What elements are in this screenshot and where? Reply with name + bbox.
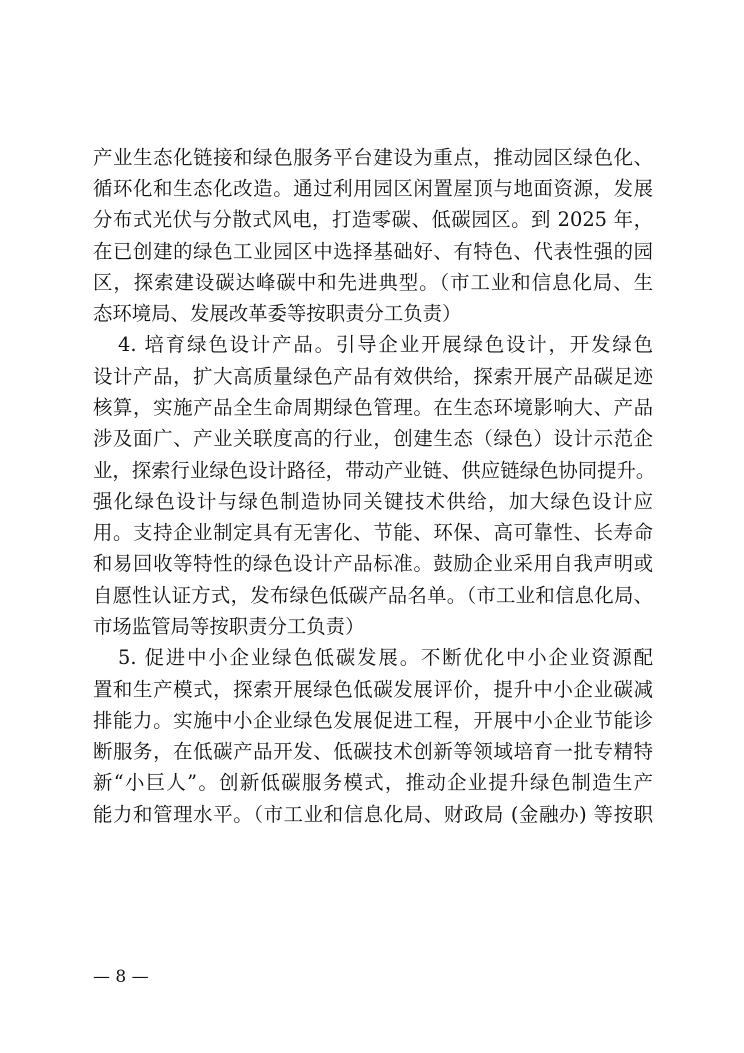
text-line: 产业生态化链接和绿色服务平台建设为重点，推动园区绿色化、 [93,146,653,169]
text-line: 区，探索建设碳达峰碳中和先进典型。（市工业和信息化局、生 [93,271,653,294]
text-line: 强化绿色设计与绿色制造协同关键技术供给，加大绿色设计应 [93,490,653,513]
paragraph-heading-4: 4. 培育绿色设计产品。引导企业开展绿色设计，开发绿色 [118,333,653,356]
text-line: 新“小巨人”。创新低碳服务模式，推动企业提升绿色制造生产 [93,771,653,794]
text-line: 和易回收等特性的绿色设计产品标准。鼓励企业采用自我声明或 [93,552,653,575]
page-number: — 8 — [93,967,149,987]
text-line: 在已创建的绿色工业园区中选择基础好、有特色、代表性强的园 [93,240,653,263]
text-line: 能力和管理水平。（市工业和信息化局、财政局 (金融办) 等按职 [93,803,653,826]
paragraph-heading-5: 5. 促进中小企业绿色低碳发展。不断优化中小企业资源配 [118,646,653,669]
text-line: 涉及面广、产业关联度高的行业，创建生态（绿色）设计示范企 [93,427,653,450]
text-line: 自愿性认证方式，发布绿色低碳产品名单。（市工业和信息化局、 [93,584,653,607]
text-line: 用。支持企业制定具有无害化、节能、环保、高可靠性、长寿命 [93,521,653,544]
text-line: 市场监管局等按职责分工负责） [93,615,365,638]
text-line: 排能力。实施中小企业绿色发展促进工程，开展中小企业节能诊 [93,709,653,732]
text-line: 核算，实施产品全生命周期绿色管理。在生态环境影响大、产品 [93,396,653,419]
text-line: 断服务，在低碳产品开发、低碳技术创新等领域培育一批专精特 [93,740,653,763]
text-line: 业，探索行业绿色设计路径，带动产业链、供应链绿色协同提升。 [93,459,656,482]
text-line: 态环境局、发展改革委等按职责分工负责） [93,302,462,325]
text-line: 设计产品，扩大高质量绿色产品有效供给，探索开展产品碳足迹 [93,365,653,388]
text-line: 分布式光伏与分散式风电，打造零碳、低碳园区。到 2025 年， [93,208,653,231]
text-line: 循环化和生态化改造。通过利用园区闲置屋顶与地面资源，发展 [93,177,653,200]
text-line: 置和生产模式，探索开展绿色低碳发展评价，提升中小企业碳减 [93,678,653,701]
